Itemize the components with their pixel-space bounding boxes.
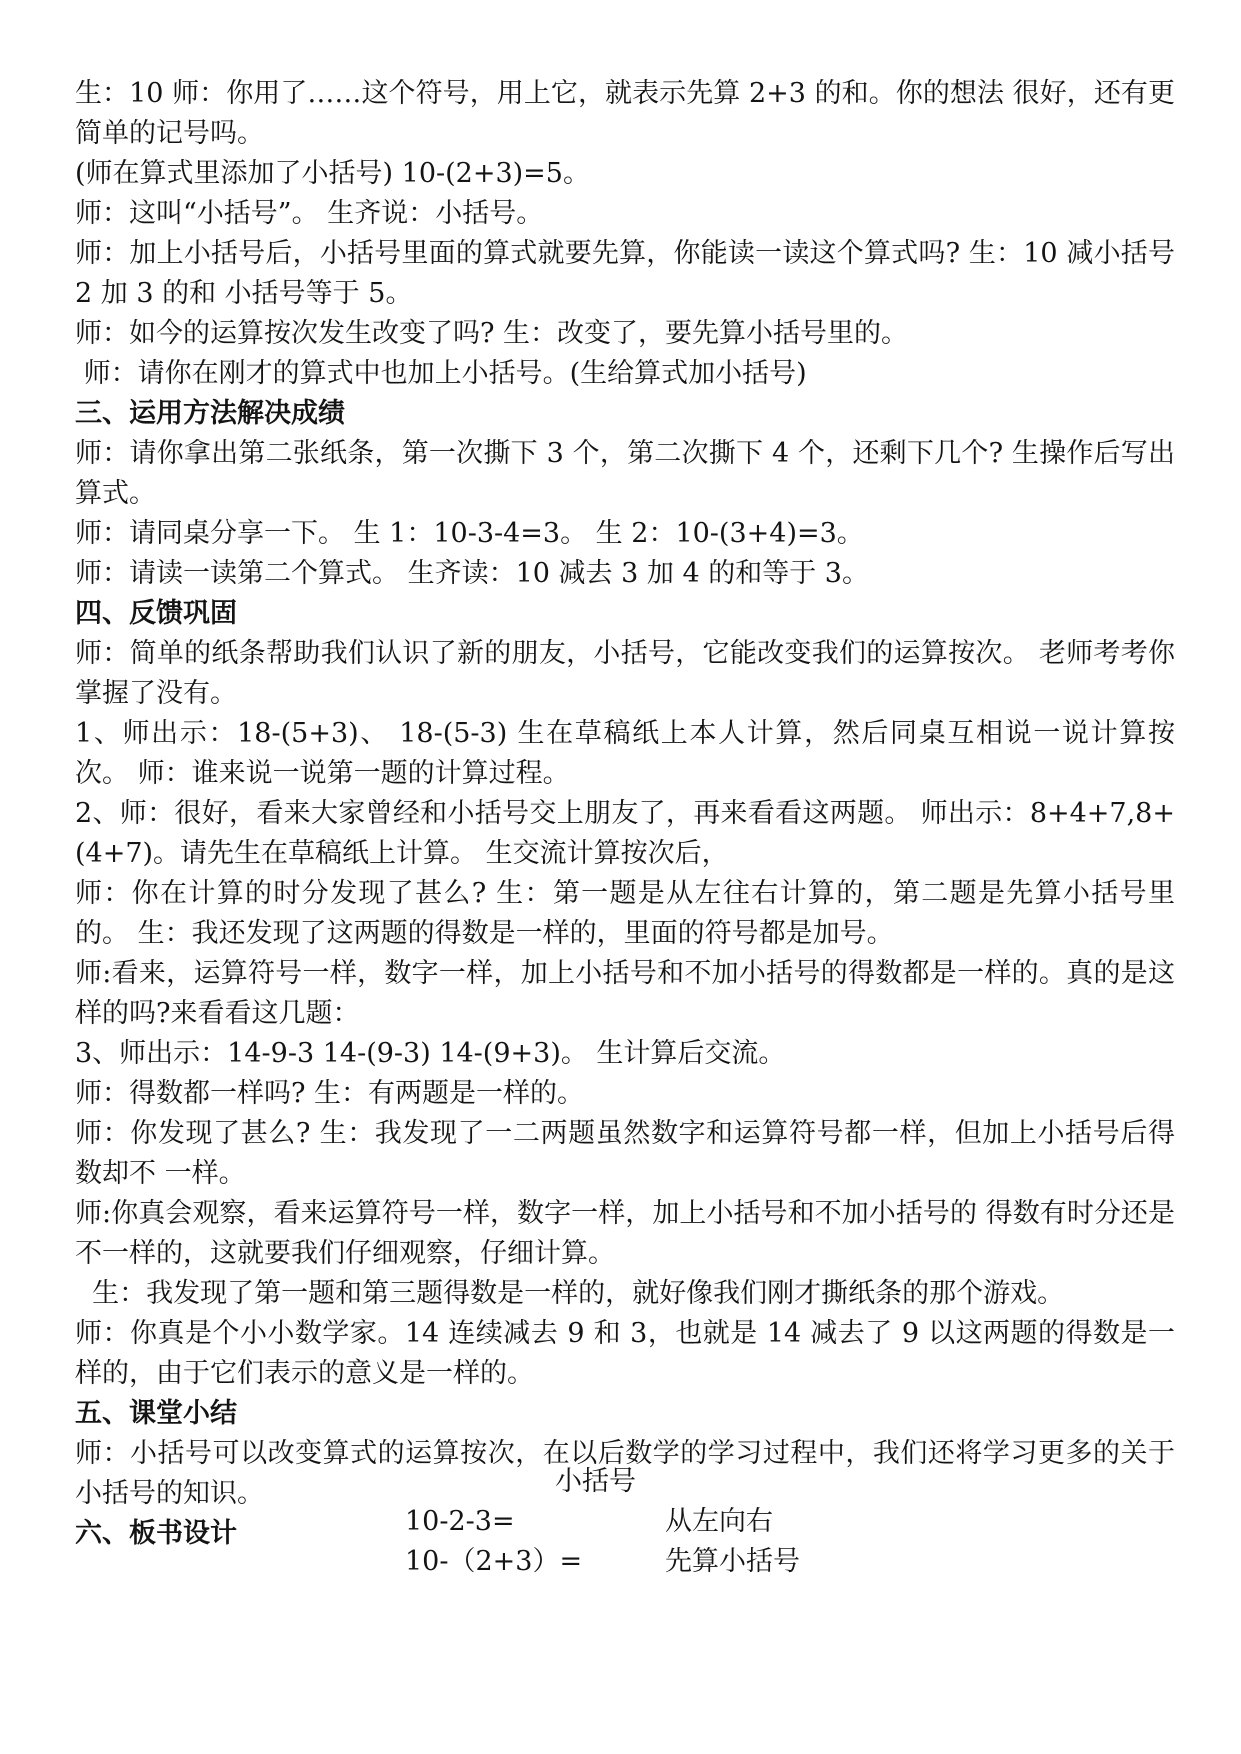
board-rule-1: 从左向右: [665, 1506, 773, 1537]
paragraph: 师:看来，运算符号一样，数字一样，加上小括号和不加小括号的得数都是一样的。真的是这样的吗?来看看这几题：: [75, 958, 1175, 1029]
paragraph: 2、师：很好，看来大家曾经和小括号交上朋友了，再来看看这两题。 师出示：8+4+7,8+(4+7)。请先生在草稿纸上计算。 生交流计算按次后，: [75, 798, 1175, 869]
paragraph: 师：简单的纸条帮助我们认识了新的朋友，小括号，它能改变我们的运算按次。 老师考考你掌握了没有。: [75, 638, 1175, 709]
paragraph: 师：如今的运算按次发生改变了吗? 生：改变了，要先算小括号里的。: [75, 318, 909, 349]
paragraph: 师：请你在刚才的算式中也加上小括号。(生给算式加小括号): [75, 358, 807, 389]
paragraph: 师：请同桌分享一下。 生 1：10-3-4=3。 生 2：10-(3+4)=3。: [75, 518, 864, 549]
paragraph: 师：加上小括号后，小括号里面的算式就要先算，你能读一读这个算式吗? 生：10 减小括号 2 加 3 的和 小括号等于 5。: [75, 238, 1184, 309]
paragraph: 师：请读一读第二个算式。 生齐读：10 减去 3 加 4 的和等于 3。: [75, 558, 869, 589]
section-heading: 五、课堂小结: [75, 1398, 237, 1429]
paragraph: 1、师出示：18-(5+3)、 18-(5-3) 生在草稿纸上本人计算，然后同桌互相说一说计算按次。 师：谁来说一说第一题的计算过程。: [75, 718, 1175, 789]
section-heading: 六、板书设计: [75, 1518, 237, 1549]
paragraph: (师在算式里添加了小括号) 10-(2+3)=5。: [75, 158, 590, 189]
paragraph: 师：你在计算的时分发现了甚么? 生：第一题是从左往右计算的，第二题是先算小括号里的。 生：我还发现了这两题的得数是一样的，里面的符号都是加号。: [75, 878, 1175, 949]
section-heading: 三、运用方法解决成绩: [75, 398, 345, 429]
body-text: [75, 74, 1184, 1554]
paragraph: 师：小括号可以改变算式的运算按次，在以后数学的学习过程中，我们还将学习更多的关于小括号的知识。: [75, 1438, 1175, 1509]
paragraph: 师：你发现了甚么? 生：我发现了一二两题虽然数字和运算符号都一样，但加上小括号后得数却不 一样。: [75, 1118, 1175, 1189]
paragraph: 师：你真是个小小数学家。14 连续减去 9 和 3，也就是 14 减去了 9 以这两题的得数是一样的，由于它们表示的意义是一样的。: [75, 1318, 1175, 1389]
paragraph: 生：10 师：你用了……这个符号，用上它，就表示先算 2+3 的和。你的想法 很好，还有更简单的记号吗。: [75, 78, 1175, 149]
paragraph: 师：得数都一样吗? 生：有两题是一样的。: [75, 1078, 585, 1109]
board-rule-2: 先算小括号: [665, 1546, 800, 1577]
paragraph: 3、师出示：14-9-3 14-(9-3) 14-(9+3)。 生计算后交流。: [75, 1038, 786, 1069]
section-heading: 四、反馈巩固: [75, 598, 237, 629]
paragraph: 师：这叫“小括号”。 生齐说：小括号。: [75, 198, 544, 229]
paragraph: 生：我发现了第一题和第三题得数是一样的，就好像我们刚才撕纸条的那个游戏。: [75, 1278, 1065, 1309]
board-design: [75, 1462, 1175, 1602]
document-page: [75, 74, 1184, 1577]
paragraph: 师：请你拿出第二张纸条，第一次撕下 3 个，第二次撕下 4 个，还剩下几个? 生操作后写出算式。: [75, 438, 1175, 509]
board-equation-1: 10-2-3=: [405, 1506, 515, 1537]
board-equation-2: 10-（2+3）=: [405, 1546, 583, 1577]
board-title: 小括号: [555, 1466, 636, 1497]
paragraph: 师:你真会观察，看来运算符号一样，数字一样，加上小括号和不加小括号的 得数有时分还是不一样的，这就要我们仔细观察，仔细计算。: [75, 1198, 1175, 1269]
